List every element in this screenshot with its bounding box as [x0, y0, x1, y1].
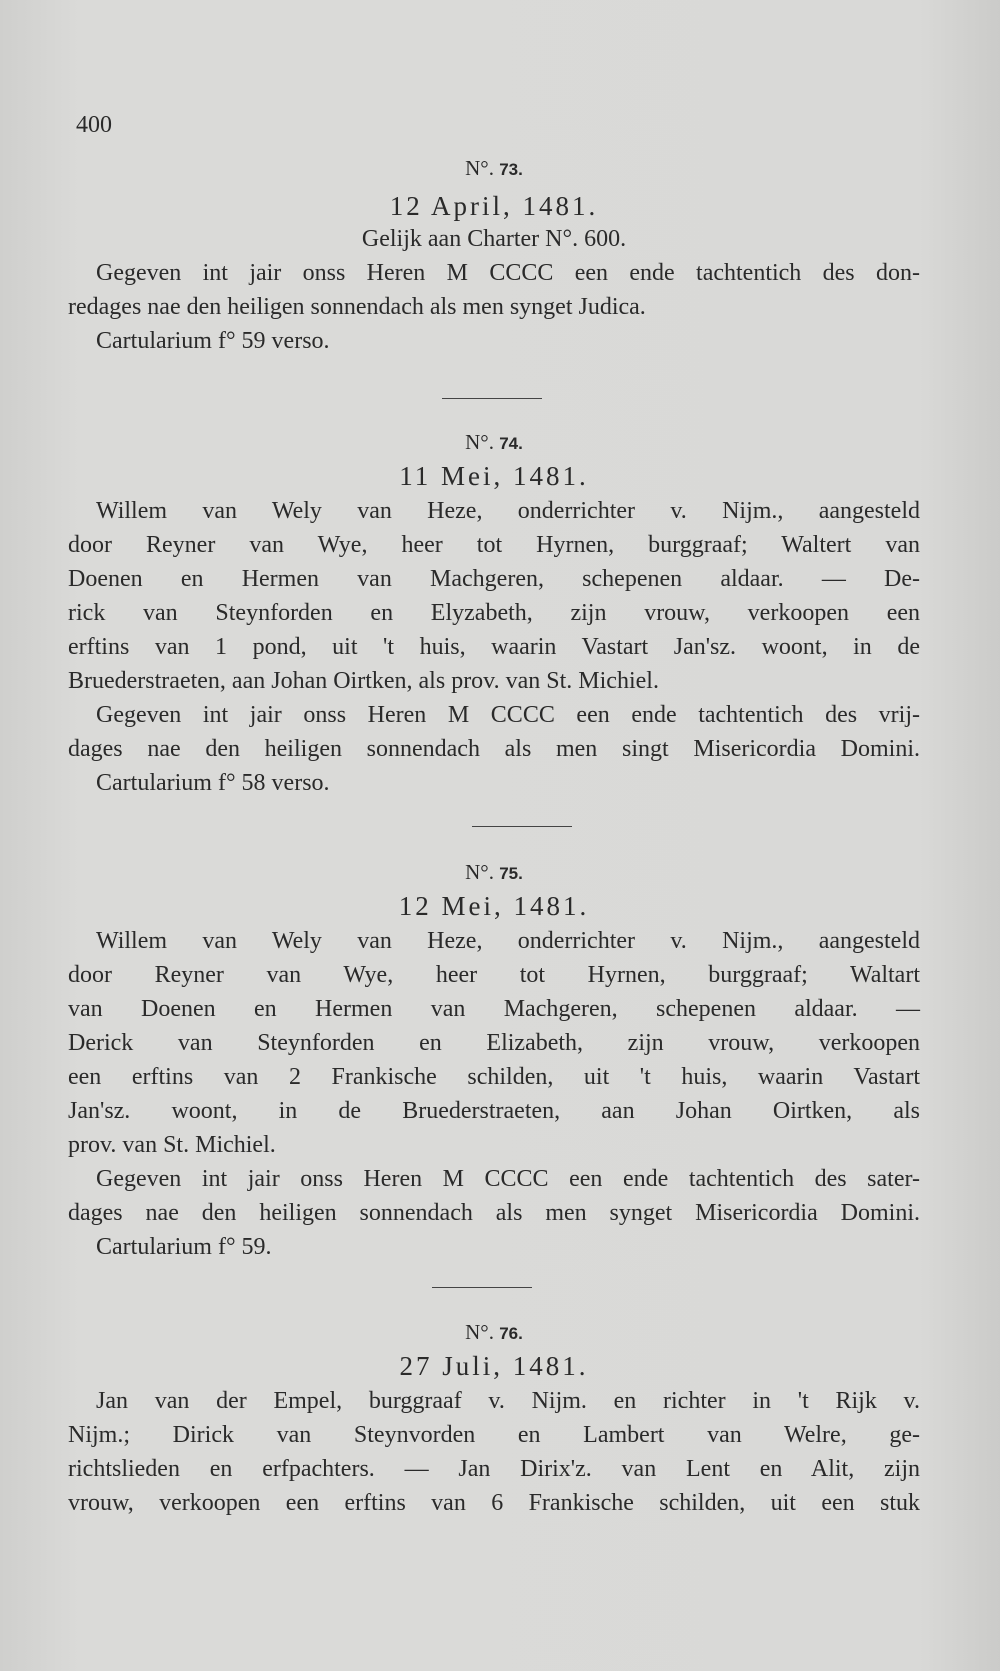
entry-date: 12 Mei, 1481. — [398, 891, 590, 921]
text-line: een erftins van 2 Frankische schilden, uit 't huis, waarin Vastart — [68, 1064, 920, 1090]
text-line: Gegeven int jair onss Heren M CCCC een ende tachtentich des sater- — [96, 1166, 920, 1192]
text-line: rick van Steynforden en Elyzabeth, zijn vrouw, verkoopen een — [68, 600, 920, 626]
text-line: Cartularium f° 59 verso. — [96, 328, 330, 354]
text-line: Willem van Wely van Heze, onderrichter v. Nijm., aangesteld — [96, 928, 920, 954]
text-line: Derick van Steynforden en Elizabeth, zijn vrouw, verkoopen — [68, 1030, 920, 1056]
text-line: richtslieden en erfpachters. — Jan Dirix'z. van Lent en Alit, zijn — [68, 1456, 920, 1482]
entry-74 — [68, 430, 920, 800]
section-divider — [472, 826, 572, 827]
text-line: door Reyner van Wye, heer tot Hyrnen, burggraaf; Waltert van — [68, 532, 920, 558]
text-line: Jan van der Empel, burggraaf v. Nijm. en richter in 't Rijk v. — [96, 1388, 920, 1414]
text-line: Cartularium f° 59. — [96, 1234, 272, 1260]
section-divider — [432, 1287, 532, 1288]
text-line: Willem van Wely van Heze, onderrichter v. Nijm., aangesteld — [96, 498, 920, 524]
text-line: dages nae den heiligen sonnendach als men synget Misericordia Domini. — [68, 1200, 920, 1226]
text-line: vrouw, verkoopen een erftins van 6 Frankische schilden, uit een stuk — [68, 1490, 920, 1516]
text-line: Nijm.; Dirick van Steynvorden en Lambert van Welre, ge- — [68, 1422, 920, 1448]
entry-date: 11 Mei, 1481. — [399, 461, 589, 491]
section-divider — [442, 398, 542, 399]
text-line: dages nae den heiligen sonnendach als men singt Misericordia Domini. — [68, 736, 920, 762]
entry-76 — [68, 1320, 920, 1520]
text-line: Jan'sz. woont, in de Bruederstraeten, aan Johan Oirtken, als — [68, 1098, 920, 1124]
text-line: Gegeven int jair onss Heren M CCCC een ende tachtentich des don- — [96, 260, 920, 286]
text-line: van Doenen en Hermen van Machgeren, schepenen aldaar. — — [68, 996, 920, 1022]
text-line: erftins van 1 pond, uit 't huis, waarin Vastart Jan'sz. woont, in de — [68, 634, 920, 660]
text-line: redages nae den heiligen sonnendach als men synget Judica. — [68, 294, 646, 320]
entry-number: N°. 75. — [465, 860, 523, 884]
entry-number: N°. 74. — [465, 430, 523, 454]
entry-reference: Gelijk aan Charter N°. 600. — [361, 226, 627, 252]
text-line: Bruederstraeten, aan Johan Oirtken, als prov. van St. Michiel. — [68, 668, 659, 694]
text-line: door Reyner van Wye, heer tot Hyrnen, burggraaf; Waltart — [68, 962, 920, 988]
entry-date: 12 April, 1481. — [389, 191, 599, 221]
entry-number: N°. 76. — [465, 1320, 523, 1344]
entry-number: N°. 73. — [465, 156, 523, 180]
text-line: prov. van St. Michiel. — [68, 1132, 276, 1158]
page-number: 400 — [76, 112, 112, 138]
text-line: Doenen en Hermen van Machgeren, schepenen aldaar. — De- — [68, 566, 920, 592]
entry-75 — [68, 860, 920, 1264]
entry-73 — [68, 156, 920, 358]
text-line: Cartularium f° 58 verso. — [96, 770, 330, 796]
entry-date: 27 Juli, 1481. — [399, 1351, 589, 1381]
text-line: Gegeven int jair onss Heren M CCCC een ende tachtentich des vrij- — [96, 702, 920, 728]
